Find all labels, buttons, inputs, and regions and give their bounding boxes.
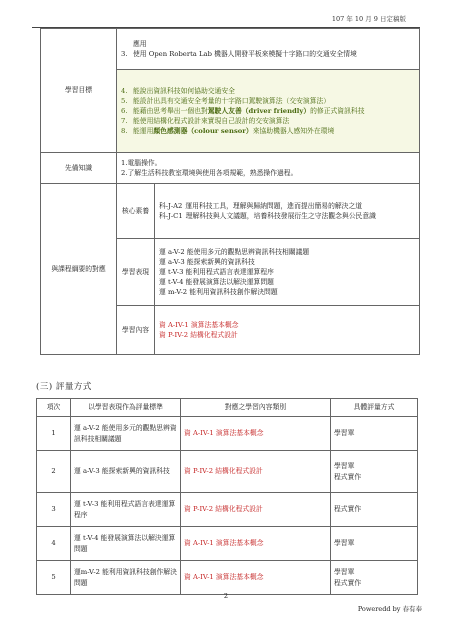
footer-credit: Poweredd by 春有奉 <box>357 605 422 613</box>
eval-perf: 運 a-V-3 能探索新興的資訊科技 <box>71 451 181 493</box>
eval-content: 資 A-IV-1 演算法基本概念 <box>181 561 331 595</box>
table-row <box>37 417 418 451</box>
content-item: 資 P-IV-2 結構化程式設計 <box>159 331 238 339</box>
page-number: 2 <box>223 592 229 600</box>
content-label: 學習內容 <box>117 306 155 355</box>
header-date: 107 年 10 月 9 日定稿版 <box>331 15 406 23</box>
eval-perf: 運 a-V-2 能使用多元的觀點思辨資訊科技相關議題 <box>71 417 181 451</box>
objective-num: 3. <box>121 50 128 58</box>
core-label: 核心素養 <box>117 184 155 239</box>
objective-item: 5. 能設計出具有交通安全考量的十字路口駕駛演算法（交安演算法） <box>121 96 331 105</box>
links-label: 與課程綱要的對應 <box>41 184 117 355</box>
eval-method: 學習單 <box>334 568 355 577</box>
eval-no: 1 <box>37 417 71 451</box>
prior-line: 1.電腦操作。 <box>121 158 162 167</box>
eval-method: 學習單 <box>334 539 355 548</box>
plan-table <box>40 28 420 355</box>
perf-content <box>155 239 420 306</box>
eval-no: 5 <box>37 561 71 595</box>
perf-item: 運 t-V-3 能利用程式語言表達運算程序 <box>159 267 274 276</box>
eval-methods <box>331 451 418 493</box>
eval-perf: 運 t-V-3 能利用程式語言表達運算程序 <box>71 493 181 527</box>
eval-content: 資 A-IV-1 演算法基本概念 <box>181 417 331 451</box>
eval-method: 程式實作 <box>334 505 362 514</box>
table-row <box>37 527 418 561</box>
core-item: 科-J-A2 運用科技工具，理解與歸納問題，進而提出簡易的解決之道 <box>159 201 363 210</box>
eval-perf: 運 t-V-4 能發展演算法以解決運算問題 <box>71 527 181 561</box>
prior-line: 2.了解生活科技教室環境與使用各項規範，熟悉操作過程。 <box>121 169 298 177</box>
core-content <box>155 184 420 239</box>
objectives-top <box>117 29 420 70</box>
eval-no: 4 <box>37 527 71 561</box>
eval-header-row <box>37 399 418 417</box>
objective-item: 6. 能藉由思考舉出一個也對駕駛人友善（driver friendly）的修正式資訊科技 <box>121 106 365 115</box>
eval-method: 學習單 <box>334 462 355 471</box>
objective-item: 4. 能說出資訊科技如何協助交通安全 <box>121 86 235 95</box>
objective-line-cont: 應用 <box>133 39 147 48</box>
table-row <box>37 493 418 527</box>
objectives-list <box>117 70 420 153</box>
eval-method: 程式實作 <box>334 472 362 481</box>
evaluation-table <box>36 398 418 595</box>
eval-method: 學習單 <box>334 429 355 438</box>
perf-item: 運 m-V-2 能利用資訊科技創作解決問題 <box>159 288 278 297</box>
perf-item: 運 t-V-4 能發展演算法以解決運算問題 <box>159 278 274 287</box>
eval-perf: 運m-V-2 能利用資訊科技創作解決問題 <box>71 561 181 595</box>
eval-methods <box>331 527 418 561</box>
eval-methods <box>331 417 418 451</box>
eval-no: 3 <box>37 493 71 527</box>
objective-item: 8. 能運用顏色感測器（colour sensor）來協助機器人感知外在環境 <box>121 127 335 136</box>
table-row <box>37 451 418 493</box>
prior-content <box>117 153 420 184</box>
perf-label: 學習表現 <box>117 239 155 306</box>
eval-content: 資 P-IV-2 結構化程式設計 <box>181 451 331 493</box>
content-item: 資 A-IV-1 演算法基本概念 <box>159 320 239 329</box>
prior-label: 先備知識 <box>41 153 117 184</box>
eval-no: 2 <box>37 451 71 493</box>
eval-methods <box>331 561 418 595</box>
eval-content: 資 A-IV-1 演算法基本概念 <box>181 527 331 561</box>
objective-item: 7. 能使用結構化程式設計來實現自己設計的交安演算法 <box>121 117 290 126</box>
eval-methods <box>331 493 418 527</box>
objective-text: 使用 Open Roberta Lab 機器人開發平板來模擬十字路口的交通安全情境 <box>133 50 357 58</box>
eval-method: 程式實作 <box>334 578 362 587</box>
eval-header: 項次 <box>37 399 71 417</box>
objectives-label: 學習目標 <box>41 29 117 153</box>
eval-header: 對應之學習內容類別 <box>181 399 331 417</box>
eval-header: 以學習表現作為評量標準 <box>71 399 181 417</box>
perf-item: 運 a-V-2 能使用多元的觀點思辨資訊科技相關議題 <box>159 247 310 256</box>
table-row <box>37 561 418 595</box>
core-item: 科-J-C1 理解科技與人文議題，培養科技發展衍生之守法觀念與公民意識 <box>159 212 376 220</box>
eval-header: 具體評量方式 <box>331 399 418 417</box>
perf-item: 運 a-V-3 能探索新興的資訊科技 <box>159 257 255 266</box>
section-title: (三) 評量方式 <box>36 382 92 392</box>
eval-content: 資 P-IV-2 結構化程式設計 <box>181 493 331 527</box>
content-list <box>155 306 420 355</box>
